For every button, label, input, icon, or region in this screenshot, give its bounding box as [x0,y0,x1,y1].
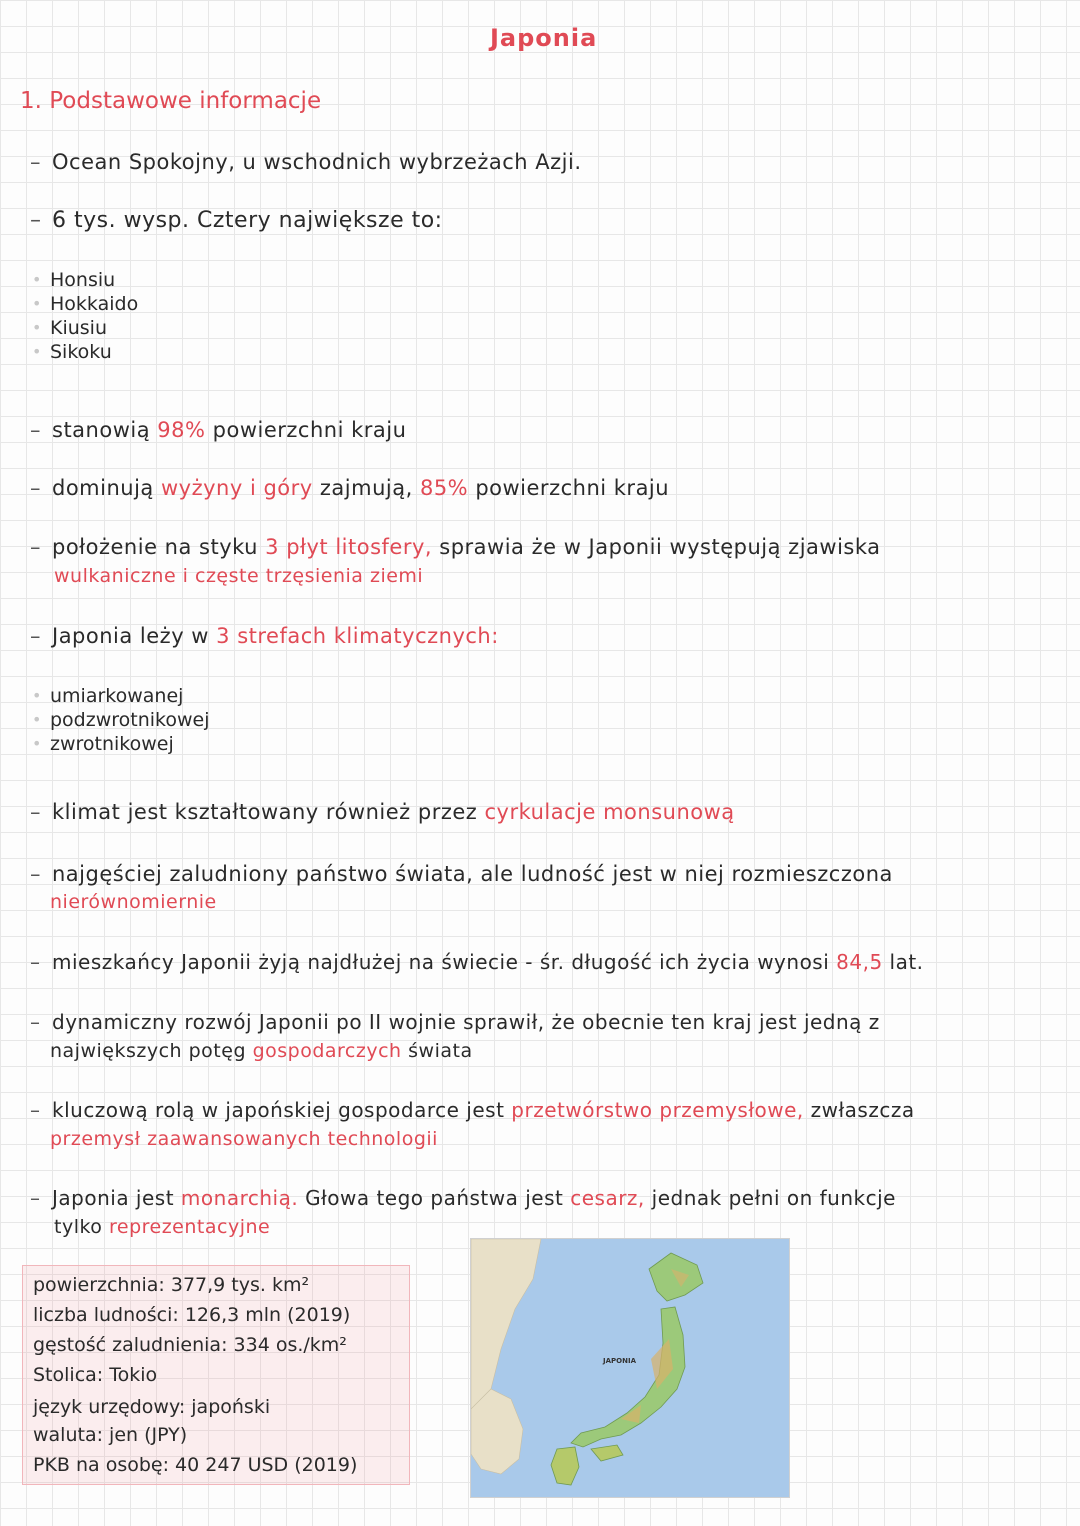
point-climate-zones: – Japonia leży w 3 strefach klimatycznych: [30,624,499,648]
point-tectonics-cont: wulkaniczne i częste trzęsienia ziemi [54,565,424,587]
list-item: • umiarkowanej [28,684,210,708]
point-monsoon: – klimat jest kształtowany również przez cyrkulacje monsunową [30,800,735,824]
list-item: • Hokkaido [28,292,138,316]
islands-line: – 6 tys. wysp. Cztery największe to: [30,208,443,233]
islands-list [28,268,138,364]
stat-density: gęstość zaludnienia: 334 os./km² [33,1334,347,1356]
stats-box [22,1265,410,1485]
point-tectonics: – położenie na styku 3 płyt litosfery, sprawia że w Japonii występują zjawiska [30,535,881,559]
dash-icon: – [30,208,42,233]
list-item: • podzwrotnikowej [28,708,210,732]
point-industry-cont: przemysł zaawansowanych technologii [50,1128,438,1150]
stat-area: powierzchnia: 377,9 tys. km² [33,1274,310,1296]
list-item: • zwrotnikowej [28,732,210,756]
stat-population: liczba ludności: 126,3 mln (2019) [33,1304,351,1326]
stat-currency: waluta: jen (JPY) [33,1424,188,1446]
point-economy-cont: największych potęg gospodarczych świata [50,1040,473,1062]
japan-map [470,1238,790,1498]
point-industry: – kluczową rolą w japońskiej gospodarce jest przetwórstwo przemysłowe, zwłaszcza [30,1098,915,1122]
point-population-cont: nierównomiernie [50,891,217,913]
point-relief: – dominują wyżyny i góry zajmują, 85% powierzchni kraju [30,476,670,500]
point-population: – najgęściej zaludniony państwo świata, ale ludność jest w niej rozmieszczona [30,862,893,886]
point-government: – Japonia jest monarchią. Głowa tego państwa jest cesarz, jednak pełni on funkcje [30,1186,896,1210]
list-item: • Kiusiu [28,316,138,340]
section-heading: 1. Podstawowe informacje [20,88,322,114]
point-economy: – dynamiczny rozwój Japonii po II wojnie sprawił, że obecnie ten kraj jest jedną z [30,1010,880,1034]
japan-map-graphic [471,1239,789,1497]
list-item: • Honsiu [28,268,138,292]
point-life-expectancy: – mieszkańcy Japonii żyją najdłużej na świecie - śr. długość ich życia wynosi 84,5 lat. [30,950,924,974]
zones-list [28,684,210,756]
map-label: JAPONIA [603,1357,636,1365]
stat-capital: Stolica: Tokio [33,1364,158,1386]
stat-gdp: PKB na osobę: 40 247 USD (2019) [33,1454,358,1476]
dash-icon: – [30,150,41,174]
point-area: – stanowią 98% powierzchni kraju [30,418,407,442]
stat-language: język urzędowy: japoński [33,1396,271,1418]
page-title: Japonia [490,24,598,52]
location-line: – Ocean Spokojny, u wschodnich wybrzeżach Azji. [30,150,582,174]
point-government-cont: tylko reprezentacyjne [54,1216,271,1238]
list-item: • Sikoku [28,340,138,364]
